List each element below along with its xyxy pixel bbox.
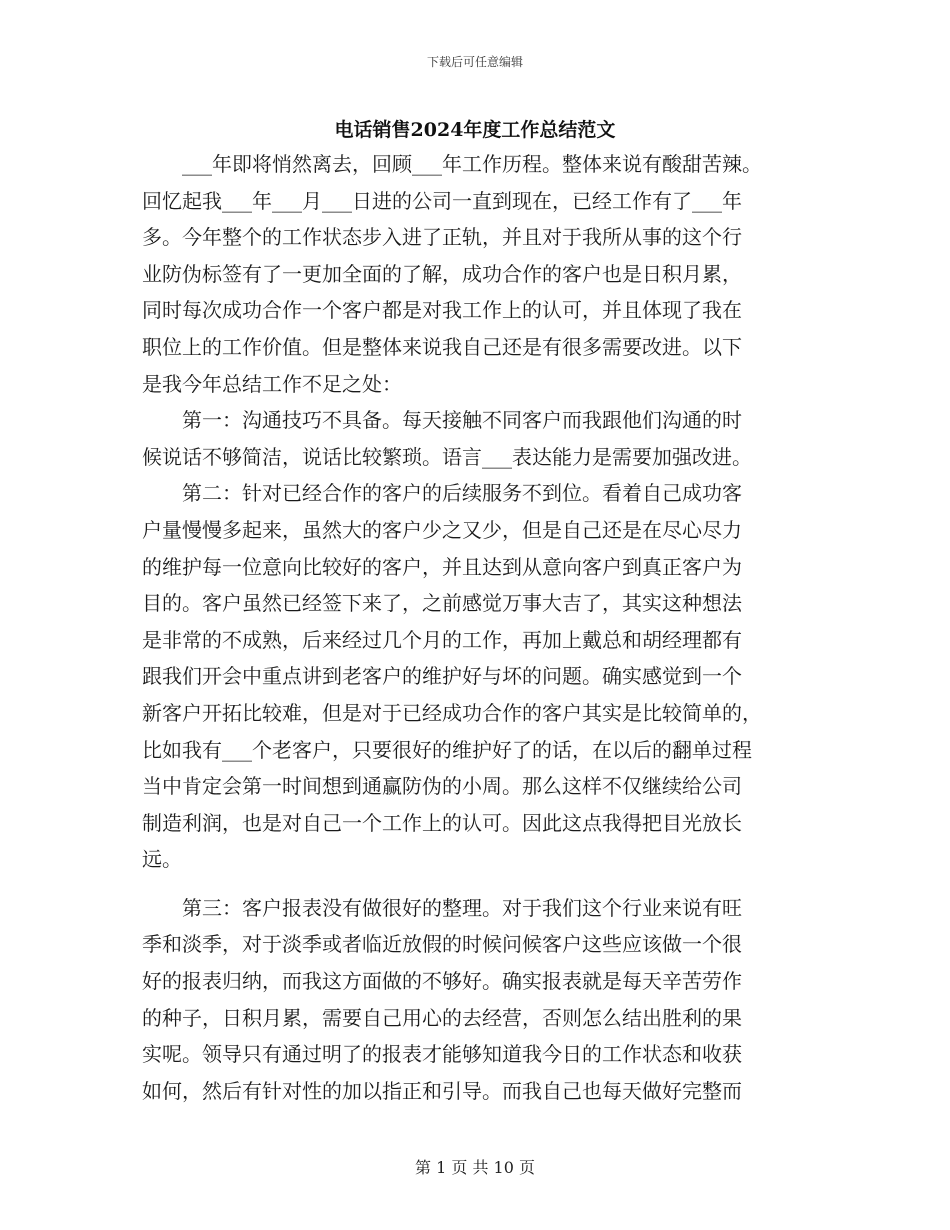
- text-line: 的维护每一位意向比较好的客户，并且达到从意向客户到真正客户为: [142, 554, 742, 579]
- text-line: 的种子，日积月累，需要自己用心的去经营，否则怎么结出胜利的果: [142, 1005, 742, 1030]
- text-line: 业防伪标签有了一更加全面的了解，成功合作的客户也是日积月累，: [142, 261, 742, 286]
- text-line: 季和淡季，对于淡季或者临近放假的时候问候客户这些应该做一个很: [142, 932, 742, 957]
- text-line: 制造利润，也是对自己一个工作上的认可。因此这点我得把目光放长: [142, 810, 742, 835]
- text-line: ___年即将悄然离去，回顾___年工作历程。整体来说有酸甜苦辣。: [142, 152, 762, 176]
- text-line: 第三：客户报表没有做很好的整理。对于我们这个行业来说有旺: [142, 895, 742, 920]
- document-title: 电话销售2024年度工作总结范文: [334, 119, 616, 141]
- text-line: 同时每次成功合作一个客户都是对我工作上的认可，并且体现了我在: [142, 298, 742, 323]
- text-line: 第二：针对已经合作的客户的后续服务不到位。看着自己成功客: [142, 481, 742, 506]
- text-line: 是非常的不成熟，后来经过几个月的工作，再加上戴总和胡经理都有: [142, 627, 742, 652]
- page-header: 下载后可任意编辑: [426, 55, 523, 69]
- text-line: 实呢。领导只有通过明了的报表才能够知道我今日的工作状态和收获: [142, 1042, 742, 1067]
- text-line: 职位上的工作价值。但是整体来说我自己还是有很多需要改进。以下: [142, 334, 742, 359]
- text-line: 多。今年整个的工作状态步入进了正轨，并且对于我所从事的这个行: [142, 225, 742, 250]
- text-line: 第一：沟通技巧不具备。每天接触不同客户而我跟他们沟通的时: [142, 408, 742, 433]
- text-line: 户量慢慢多起来，虽然大的客户少之又少，但是自己还是在尽心尽力: [142, 517, 742, 542]
- text-line: 回忆起我___年___月___日进的公司一直到现在，已经工作有了___年: [142, 188, 742, 213]
- text-line: 候说话不够简洁，说话比较繁琐。语言___表达能力是需要加强改进。: [142, 444, 752, 469]
- text-line: 好的报表归纳，而我这方面做的不够好。确实报表就是每天辛苦劳作: [142, 969, 742, 994]
- document-body: [142, 146, 822, 1109]
- paragraph-gap: [142, 878, 822, 890]
- text-line: 当中肯定会第一时间想到通赢防伪的小周。那么这样不仅继续给公司: [142, 774, 742, 799]
- text-line: 是我今年总结工作不足之处：: [142, 371, 402, 396]
- text-line: 目的。客户虽然已经签下来了，之前感觉万事大吉了，其实这种想法: [142, 591, 742, 616]
- paragraph-group-2: [142, 890, 822, 1110]
- text-line: 如何，然后有针对性的加以指正和引导。而我自己也每天做好完整而: [142, 1078, 742, 1103]
- paragraph-group-1: [142, 146, 822, 878]
- text-line: 新客户开拓比较难，但是对于已经成功合作的客户其实是比较简单的，: [142, 700, 762, 725]
- text-line: 比如我有___个老客户，只要很好的维护好了的话，在以后的翻单过程: [142, 737, 752, 762]
- text-line: 跟我们开会中重点讲到老客户的维护好与坏的问题。确实感觉到一个: [142, 664, 742, 689]
- page-footer: 第 1 页 共 10 页: [415, 1158, 535, 1177]
- text-line: 远。: [142, 847, 182, 872]
